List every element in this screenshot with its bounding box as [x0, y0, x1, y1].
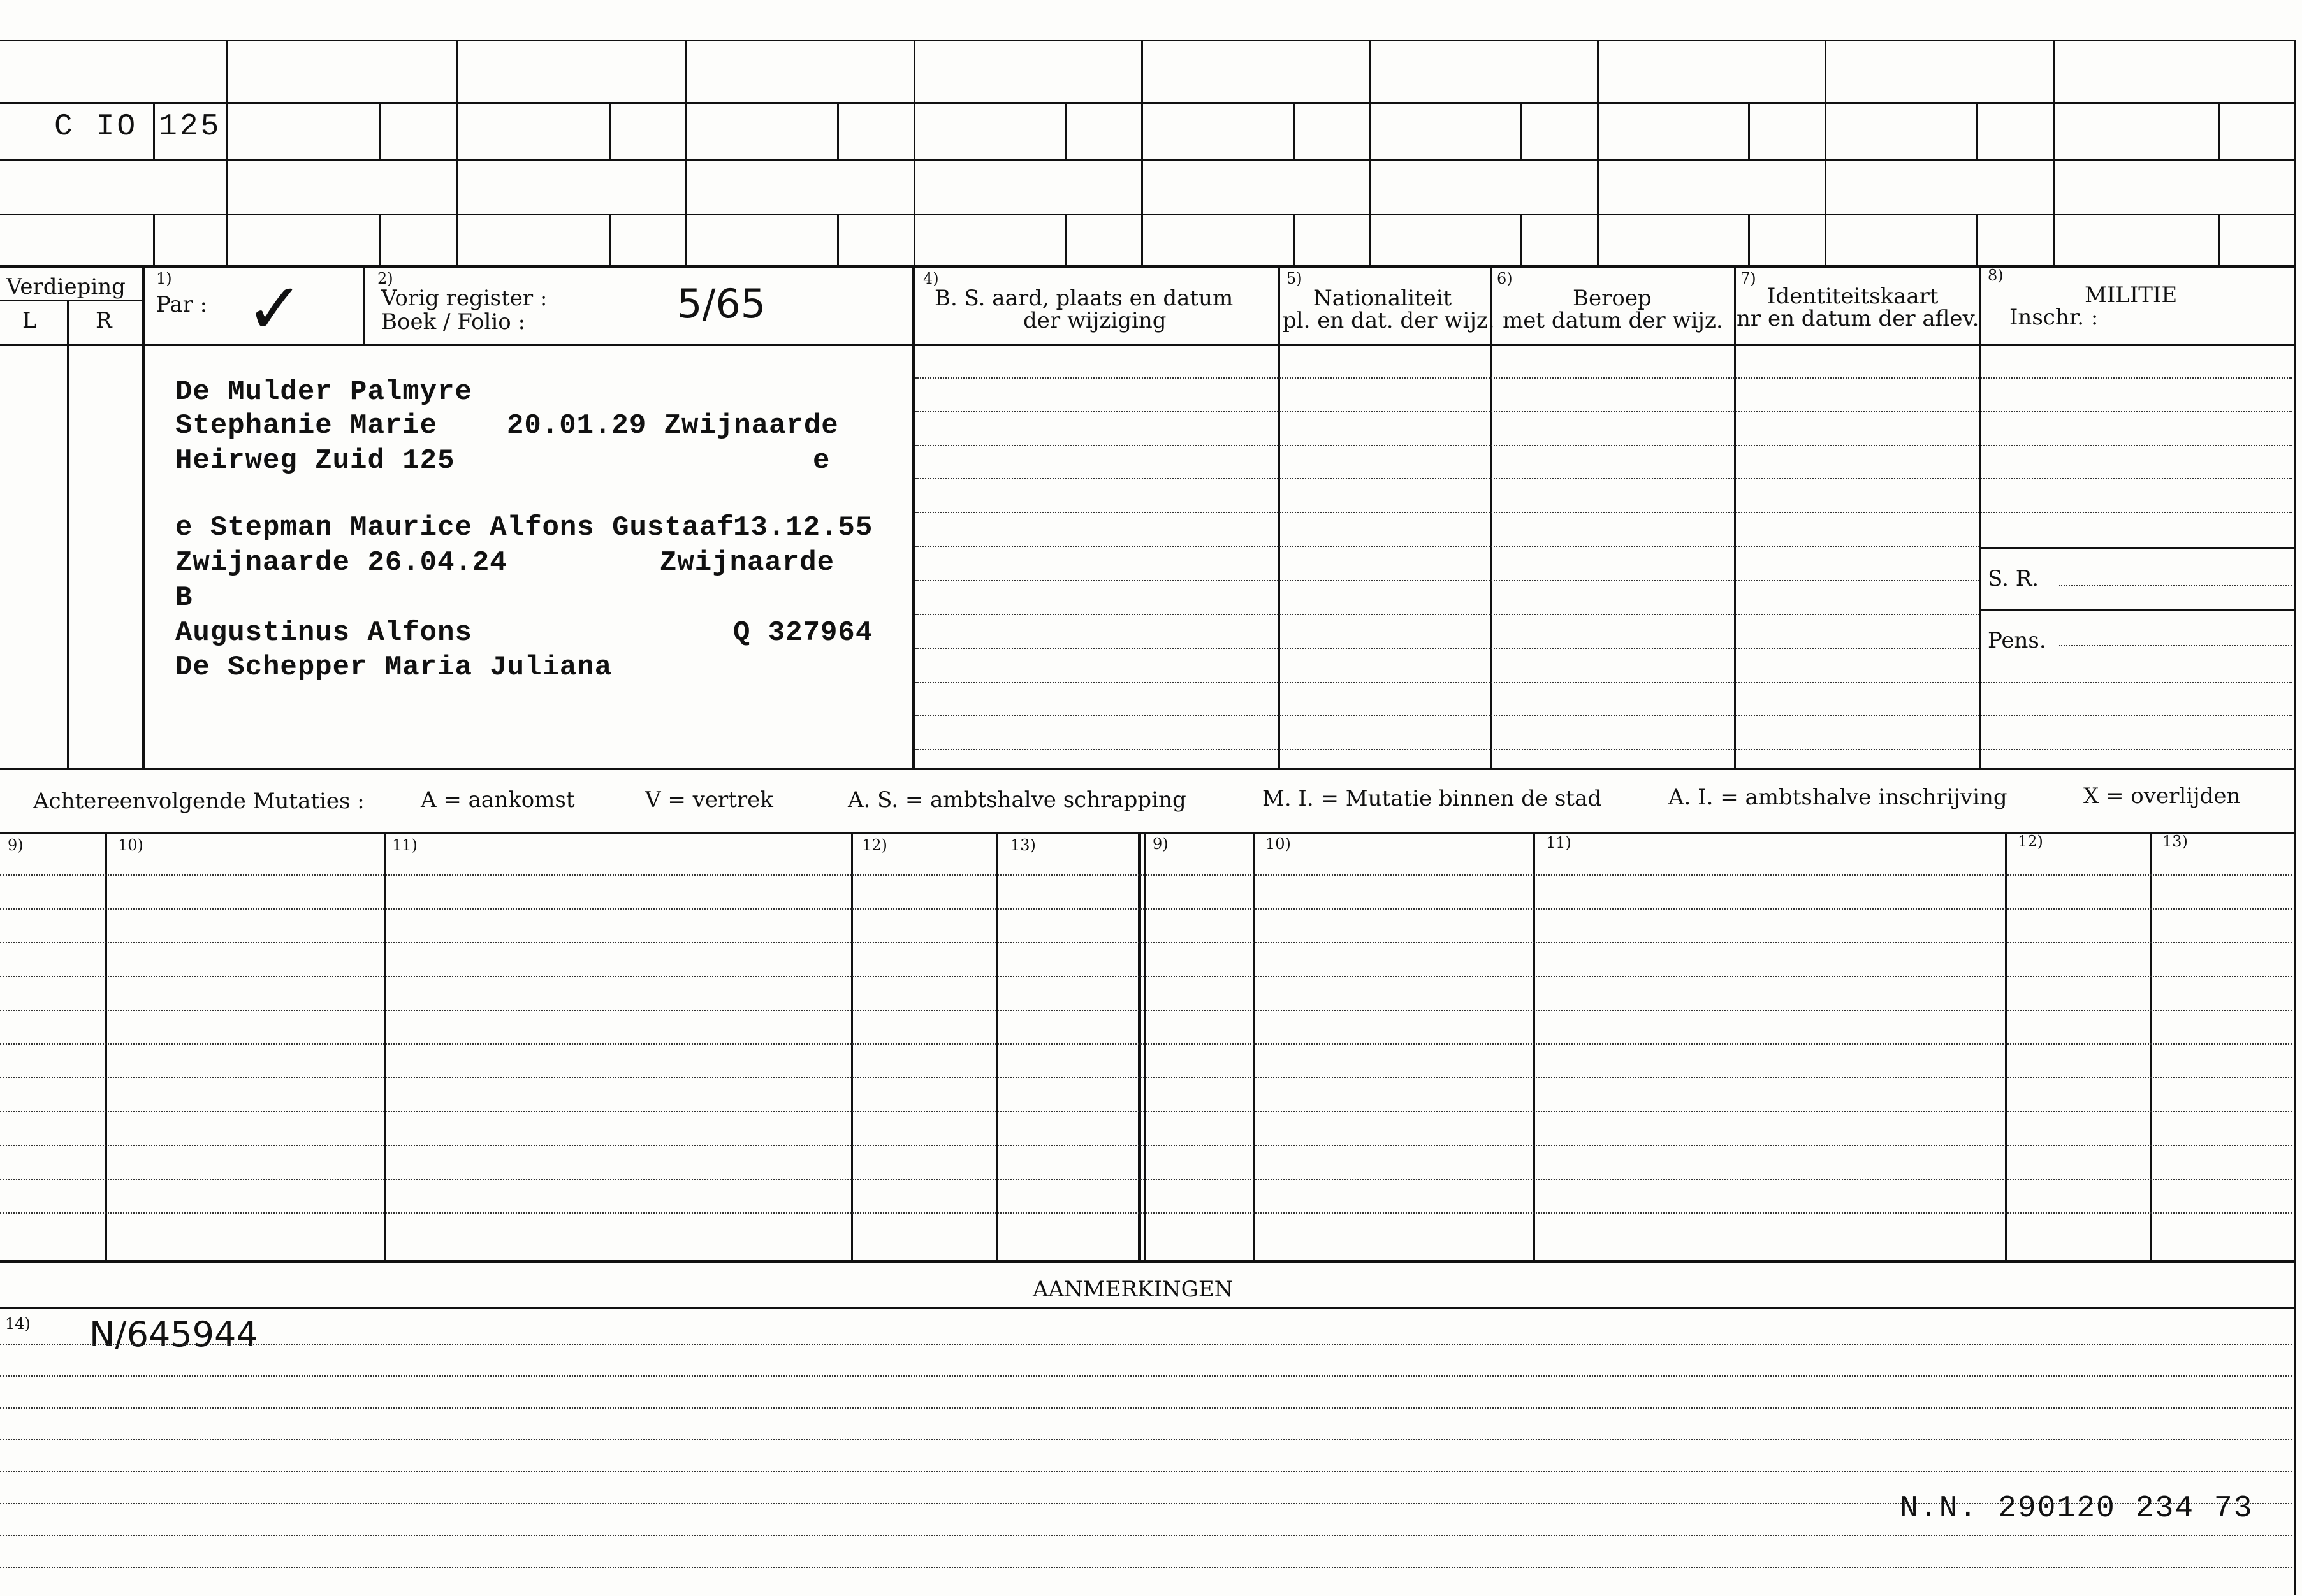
- grid-divider: [1597, 40, 1599, 266]
- grid-subdivider: [153, 214, 155, 266]
- marriage-place: Zwijnaarde: [660, 547, 835, 579]
- mut-col-9: 9): [8, 836, 24, 854]
- divider: [142, 266, 145, 770]
- mut-divider: [2005, 832, 2007, 1260]
- spouse-name: e Stepman Maurice Alfons Gustaaf: [175, 512, 734, 544]
- remarks-value: N/645944: [89, 1314, 258, 1354]
- mut-divider: [1533, 832, 1535, 1260]
- mut-divider: [105, 832, 107, 1260]
- mother-name: De Schepper Maria Juliana: [175, 651, 613, 683]
- sr-line: [2059, 585, 2292, 586]
- grid-divider: [456, 40, 458, 266]
- militie-divider: [1979, 547, 2295, 549]
- legend-x: X = overlijden: [2083, 783, 2241, 809]
- boek-folio-label: Boek / Folio :: [381, 309, 525, 335]
- grid-line: [0, 265, 2295, 268]
- grid-subdivider: [837, 214, 839, 266]
- grid-divider: [1369, 40, 1371, 266]
- col8-pens: Pens.: [1988, 628, 2046, 653]
- mut-col-11: 11): [392, 836, 418, 854]
- divider: [1278, 266, 1280, 770]
- verdieping-left: L: [22, 308, 37, 333]
- grid-line: [0, 214, 2295, 215]
- divider: [363, 266, 365, 344]
- legend-mi: M. I. = Mutatie binnen de stad: [1262, 786, 1601, 811]
- mut-divider: [2150, 832, 2152, 1260]
- col5-line1: Nationaliteit: [1313, 286, 1452, 311]
- grid-divider: [1825, 40, 1826, 266]
- grid-subdivider: [1065, 214, 1067, 266]
- col6-line2: met datum der wijz.: [1503, 308, 1723, 333]
- grid-subdivider: [609, 102, 611, 159]
- mut-divider: [851, 832, 853, 1260]
- vorig-number: 2): [377, 270, 393, 287]
- person-name: De Mulder Palmyre: [175, 376, 472, 408]
- nn-number: N.N. 290120 234 73: [1900, 1491, 2254, 1526]
- mut-col-12b: 12): [2018, 832, 2043, 850]
- par-label: Par :: [156, 292, 208, 317]
- header-bottom-line: [0, 344, 2295, 346]
- person-birth: 20.01.29 Zwijnaarde: [507, 410, 839, 442]
- grid-subdivider: [1520, 214, 1522, 266]
- par-number: 1): [156, 270, 172, 287]
- mut-col-13: 13): [1010, 836, 1036, 854]
- par-mark: ✓: [245, 268, 305, 349]
- col5-number: 5): [1286, 270, 1302, 287]
- person-b: B: [175, 582, 193, 614]
- col7-line1: Identiteitskaart: [1767, 284, 1939, 309]
- legend-title: Achtereenvolgende Mutaties :: [33, 788, 365, 814]
- col8-inschr: Inschr. :: [2009, 305, 2099, 330]
- grid-subdivider: [1976, 102, 1978, 159]
- militie-divider: [1979, 609, 2295, 611]
- grid-subdivider: [1976, 214, 1978, 266]
- divider: [1734, 266, 1736, 770]
- legend-a: A = aankomst: [421, 787, 575, 813]
- marriage-date: 13.12.55: [733, 512, 873, 544]
- grid-divider: [914, 40, 915, 266]
- col8-number: 8): [1988, 266, 2004, 284]
- mut-col-13b: 13): [2162, 832, 2188, 850]
- col4-line2: der wijziging: [1023, 308, 1167, 333]
- divider: [67, 300, 69, 770]
- mut-divider: [996, 832, 998, 1260]
- mut-divider: [1138, 832, 1141, 1260]
- grid-subdivider: [609, 214, 611, 266]
- mut-col-10: 10): [118, 836, 143, 854]
- divider: [1979, 266, 1981, 770]
- main-section-bottom: [0, 768, 2295, 770]
- main-divider: [912, 266, 915, 770]
- mut-divider: [1253, 832, 1255, 1260]
- vorig-value: 5/65: [677, 280, 766, 327]
- grid-subdivider: [1520, 102, 1522, 159]
- legend-ai: A. I. = ambtshalve inschrijving: [1668, 785, 2007, 810]
- person-address: Heirweg Zuid 125: [175, 445, 455, 477]
- remarks-line: [0, 1307, 2295, 1309]
- remarks-number: 14): [5, 1315, 31, 1333]
- grid-subdivider: [2218, 214, 2220, 266]
- grid-divider: [685, 40, 687, 266]
- card-code: C IO 125: [54, 110, 222, 144]
- person-given-names: Stephanie Marie: [175, 410, 438, 442]
- spouse-birth: Zwijnaarde 26.04.24: [175, 547, 507, 579]
- grid-subdivider: [1293, 214, 1295, 266]
- remarks-title: AANMERKINGEN: [1033, 1277, 1234, 1302]
- mut-divider: [384, 832, 386, 1260]
- grid-line: [0, 102, 2295, 104]
- mut-divider: [1144, 832, 1146, 1260]
- col6-number: 6): [1497, 270, 1513, 287]
- grid-subdivider: [379, 102, 381, 159]
- legend-v: V = vertrek: [645, 787, 773, 813]
- grid-divider: [2294, 40, 2296, 1595]
- grid-subdivider: [1748, 214, 1750, 266]
- id-code: Q 327964: [733, 617, 873, 649]
- grid-subdivider: [1065, 102, 1067, 159]
- top-border: [0, 40, 2295, 41]
- father-name: Augustinus Alfons: [175, 617, 472, 649]
- grid-subdivider: [1748, 102, 1750, 159]
- grid-subdivider: [379, 214, 381, 266]
- vorig-label: Vorig register :: [381, 286, 548, 311]
- mutations-top: [0, 832, 2295, 834]
- grid-line: [0, 159, 2295, 161]
- grid-divider: [1141, 40, 1143, 266]
- verdieping-title: Verdieping: [6, 274, 126, 300]
- col5-line2: pl. en dat. der wijz.: [1283, 308, 1495, 333]
- col8-sr: S. R.: [1988, 566, 2039, 591]
- mut-col-12: 12): [862, 836, 887, 854]
- col7-number: 7): [1740, 270, 1756, 287]
- grid-divider: [2053, 40, 2055, 266]
- pens-line: [2059, 645, 2292, 646]
- grid-subdivider: [2218, 102, 2220, 159]
- col8-title: MILITIE: [2085, 282, 2178, 308]
- col4-line1: B. S. aard, plaats en datum: [935, 286, 1234, 311]
- col4-number: 4): [923, 270, 939, 287]
- mutations-bottom: [0, 1260, 2295, 1263]
- col7-line2: nr en datum der aflev.: [1737, 306, 1979, 331]
- grid-subdivider: [1293, 102, 1295, 159]
- mut-col-9b: 9): [1153, 835, 1169, 853]
- mut-col-10b: 10): [1265, 835, 1291, 853]
- divider: [1490, 266, 1492, 770]
- verdieping-divider: [0, 300, 142, 301]
- verdieping-right: R: [96, 308, 112, 333]
- legend-as: A. S. = ambtshalve schrapping: [848, 787, 1186, 813]
- person-mark: e: [813, 445, 831, 477]
- mut-col-11b: 11): [1546, 834, 1571, 852]
- grid-divider: [226, 40, 228, 266]
- col6-line1: Beroep: [1573, 286, 1652, 311]
- grid-subdivider: [837, 102, 839, 159]
